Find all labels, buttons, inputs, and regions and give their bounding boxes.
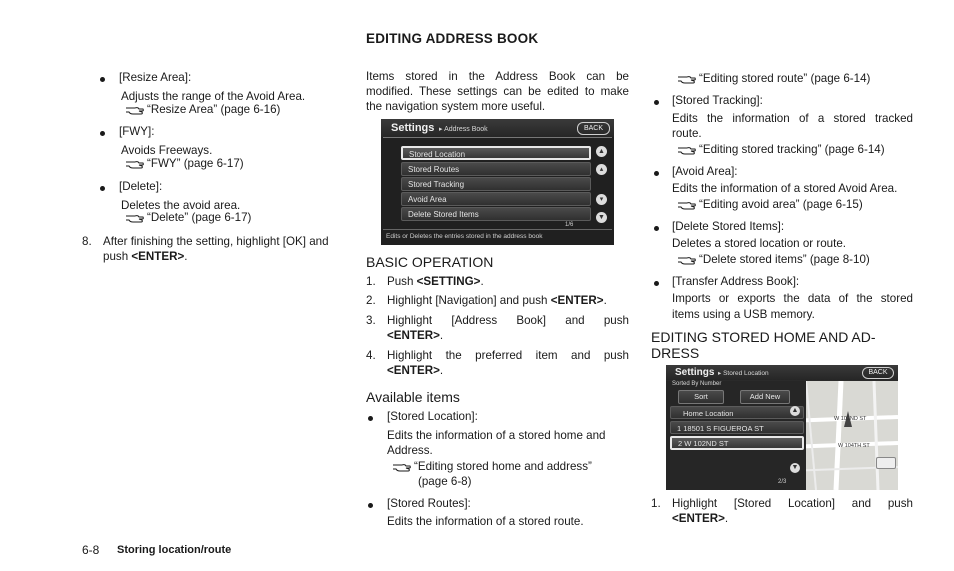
map-street-label: W 102ND ST <box>834 416 867 422</box>
ref-text: “Editing stored tracking” (page 6-14) <box>699 143 885 156</box>
enter-key-label: <ENTER> <box>550 294 604 307</box>
page-number: 6-8 <box>82 543 100 557</box>
stored-location-ref-page: (page 6-8) <box>418 475 472 488</box>
stored-routes-desc: Edits the information of a stored route. <box>387 515 584 528</box>
sorted-by-label: Sorted By Number <box>672 381 722 387</box>
step-4-line1: Highlight the preferred item and push <box>387 349 629 362</box>
intro-line-3: the navigation system more useful. <box>366 100 546 113</box>
zoom-icon[interactable] <box>876 457 896 469</box>
transfer-desc-2: items using a USB memory. <box>672 308 815 321</box>
pointing-hand-icon <box>125 156 145 170</box>
step-1-number: 1. <box>366 275 376 288</box>
sort-button[interactable]: Sort <box>678 390 724 404</box>
intro-line-1: Items stored in the Address Book can be <box>366 70 629 83</box>
screen-breadcrumb: ▸ Stored Location <box>718 370 769 377</box>
delete-stored-items-desc: Deletes a stored location or route. <box>672 237 847 250</box>
fwy-ref <box>125 156 244 171</box>
scroll-down-icon[interactable]: ▼ <box>596 212 607 223</box>
divider <box>383 137 612 138</box>
ref-text: “Editing stored home and address” <box>414 460 592 473</box>
stored-location-desc-1: Edits the information of a stored home and <box>387 429 606 442</box>
stored-tracking-desc-1: Edits the information of a stored tracked <box>672 112 913 125</box>
step-text: Push <box>387 275 417 288</box>
step-text: . <box>480 275 484 288</box>
menu-item-avoid-area[interactable]: Avoid Area <box>401 192 591 206</box>
back-button[interactable]: BACK <box>862 367 894 379</box>
step-text: . <box>184 250 188 263</box>
avoid-area-desc: Edits the information of a stored Avoid Area. <box>672 182 898 195</box>
screen-breadcrumb: ▸ Address Book <box>439 126 488 133</box>
home-step-1-number: 1. <box>651 497 661 510</box>
pointing-hand-icon <box>392 459 412 473</box>
step-3-line1: Highlight [Address Book] and push <box>387 314 629 327</box>
divider <box>383 229 612 230</box>
delete-stored-items-ref <box>677 252 870 267</box>
pointing-hand-icon <box>125 102 145 116</box>
bullet <box>368 416 373 421</box>
scroll-down-small-icon[interactable]: ▾ <box>596 194 607 205</box>
enter-key-label: <ENTER> <box>387 364 440 377</box>
delete-desc: Deletes the avoid area. <box>121 199 241 212</box>
ref-text: “FWY” (page 6-17) <box>147 157 244 170</box>
pointing-hand-icon <box>677 142 697 156</box>
stored-tracking-desc-2: route. <box>672 127 702 140</box>
step-text: . <box>439 364 444 377</box>
map-street-label: W 104TH ST <box>838 443 870 449</box>
delete-item: [Delete]: <box>119 180 163 193</box>
stored-tracking-item: [Stored Tracking]: <box>672 94 763 107</box>
ref-text: “Editing stored route” (page 6-14) <box>699 72 871 85</box>
section-title: Storing location/route <box>117 544 232 556</box>
step-text: push <box>103 250 132 263</box>
pointing-hand-icon <box>677 71 697 85</box>
transfer-desc-1: Imports or exports the data of the stored <box>672 292 913 305</box>
stored-location-ref <box>392 459 592 474</box>
menu-item-stored-tracking[interactable]: Stored Tracking <box>401 177 591 191</box>
resize-area-item: [Resize Area]: <box>119 71 192 84</box>
list-item-stored-1[interactable]: 1 18501 S FIGUEROA ST <box>670 421 804 434</box>
fwy-item: [FWY]: <box>119 125 155 138</box>
bullet <box>654 171 659 176</box>
enter-key-label: <ENTER> <box>672 512 725 525</box>
step-8-number: 8. <box>82 235 92 248</box>
bullet <box>100 131 105 136</box>
bullet <box>100 77 105 82</box>
scroll-up-small-icon[interactable]: ▴ <box>596 164 607 175</box>
setting-key-label: <SETTING> <box>416 275 481 288</box>
stored-location-screen <box>666 365 898 490</box>
editing-home-heading-1: EDITING STORED HOME AND AD- <box>651 329 876 345</box>
scroll-up-icon[interactable]: ▲ <box>596 146 607 157</box>
ref-text: “Resize Area” (page 6-16) <box>147 103 281 116</box>
step-3-number: 3. <box>366 314 376 327</box>
stored-tracking-ref <box>677 142 885 157</box>
step-text: . <box>724 512 729 525</box>
ref-text: “Delete” (page 6-17) <box>147 211 252 224</box>
transfer-address-book-item: [Transfer Address Book]: <box>672 275 800 288</box>
address-book-screen <box>381 119 614 245</box>
screen-footer-hint: Edits or Deletes the entries stored in the address book <box>386 233 543 240</box>
step-1-text <box>387 274 484 289</box>
available-items-heading: Available items <box>366 389 460 405</box>
page-title: EDITING ADDRESS BOOK <box>366 31 539 46</box>
step-text: . <box>603 294 607 307</box>
step-2-text <box>387 293 607 308</box>
page-indicator: 1/6 <box>565 222 574 228</box>
avoid-area-ref <box>677 197 863 212</box>
delete-stored-items-item: [Delete Stored Items]: <box>672 220 785 233</box>
bullet <box>368 503 373 508</box>
list-item-home-location[interactable]: Home Location <box>670 406 804 419</box>
step-4-number: 4. <box>366 349 376 362</box>
enter-key-label: <ENTER> <box>131 250 185 263</box>
step-8-line1: After finishing the setting, highlight [OK] and <box>103 235 329 248</box>
step-text: Highlight [Navigation] and push <box>387 294 551 307</box>
page-indicator: 2/3 <box>778 479 787 485</box>
scroll-up-icon[interactable]: ▲ <box>791 407 799 414</box>
delete-ref <box>125 210 251 225</box>
back-button[interactable]: BACK <box>577 122 610 135</box>
ref-text: “Editing avoid area” (page 6-15) <box>699 198 863 211</box>
resize-area-desc: Adjusts the range of the Avoid Area. <box>121 90 306 103</box>
screen-title: Settings <box>391 122 435 134</box>
home-step-1-line1: Highlight [Stored Location] and push <box>672 497 913 510</box>
pointing-hand-icon <box>677 252 697 266</box>
stored-location-item: [Stored Location]: <box>387 410 478 423</box>
menu-item-stored-location[interactable]: Stored Location <box>401 146 591 160</box>
step-4-line2 <box>387 363 443 378</box>
intro-line-2: modified. These settings can be edited to make <box>366 85 629 98</box>
menu-item-delete-stored-items[interactable]: Delete Stored Items <box>401 207 591 221</box>
bullet <box>100 186 105 191</box>
pointing-hand-icon <box>125 210 145 224</box>
resize-area-ref <box>125 102 280 117</box>
stored-routes-ref <box>677 71 870 86</box>
bullet <box>654 100 659 105</box>
stored-routes-item: [Stored Routes]: <box>387 497 471 510</box>
step-2-number: 2. <box>366 294 376 307</box>
enter-key-label: <ENTER> <box>387 329 440 342</box>
step-3-line2 <box>387 328 443 343</box>
pointing-hand-icon <box>677 197 697 211</box>
bullet <box>654 281 659 286</box>
list-item-stored-2[interactable]: 2 W 102ND ST <box>670 436 804 450</box>
ref-text: “Delete stored items” (page 8-10) <box>699 253 870 266</box>
home-step-1-line2 <box>672 511 728 526</box>
screen-title: Settings <box>675 367 715 378</box>
avoid-area-item: [Avoid Area]: <box>672 165 738 178</box>
editing-home-heading-2: DRESS <box>651 345 700 361</box>
stored-location-desc-2: Address. <box>387 444 433 457</box>
step-text: . <box>439 329 444 342</box>
basic-operation-heading: BASIC OPERATION <box>366 254 494 270</box>
fwy-desc: Avoids Freeways. <box>121 144 213 157</box>
add-new-button[interactable]: Add New <box>740 390 790 404</box>
scroll-down-icon[interactable]: ▼ <box>791 464 799 471</box>
menu-item-stored-routes[interactable]: Stored Routes <box>401 162 591 176</box>
step-8-line2 <box>103 249 187 264</box>
bullet <box>654 226 659 231</box>
